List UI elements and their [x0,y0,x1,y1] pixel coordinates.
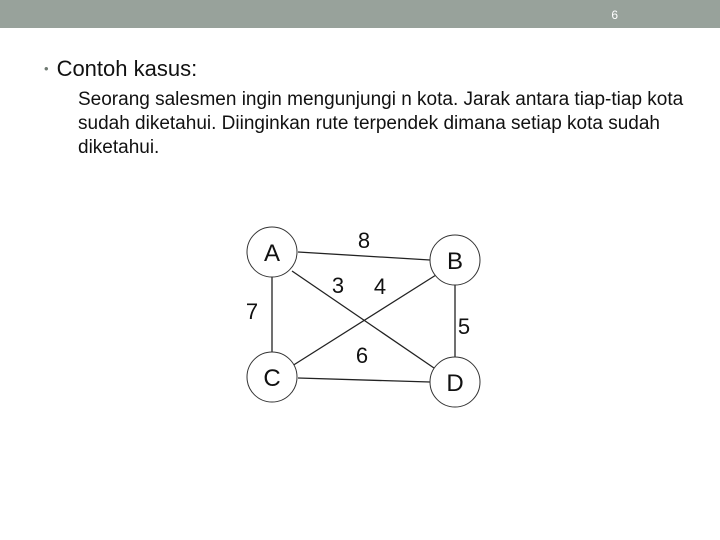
edge-c-d [298,378,430,382]
node-b-label: B [446,248,464,275]
edge-b-c-weight: 4 [373,274,387,299]
page-number: 6 [611,8,618,22]
node-c-label: C [263,365,281,392]
bullet-icon: • [44,61,49,76]
edge-a-d-weight: 3 [331,273,345,298]
edge-c-d-weight: 6 [355,343,369,368]
edge-a-b [298,252,430,260]
node-a-label: A [263,240,281,267]
edge-b-d-weight: 5 [457,314,471,339]
bullet-text: Contoh kasus: [56,56,198,81]
problem-description: Seorang salesmen ingin mengunjungi n kota. Jarak antara tiap-tiap kota sudah diketahui. Diinginkan rute terpendek dimana setiap kota sudah diketahui. [78,89,684,158]
edge-a-b-weight: 8 [357,228,371,253]
edge-a-c-weight: 7 [245,299,259,324]
node-d-label: D [446,370,464,397]
